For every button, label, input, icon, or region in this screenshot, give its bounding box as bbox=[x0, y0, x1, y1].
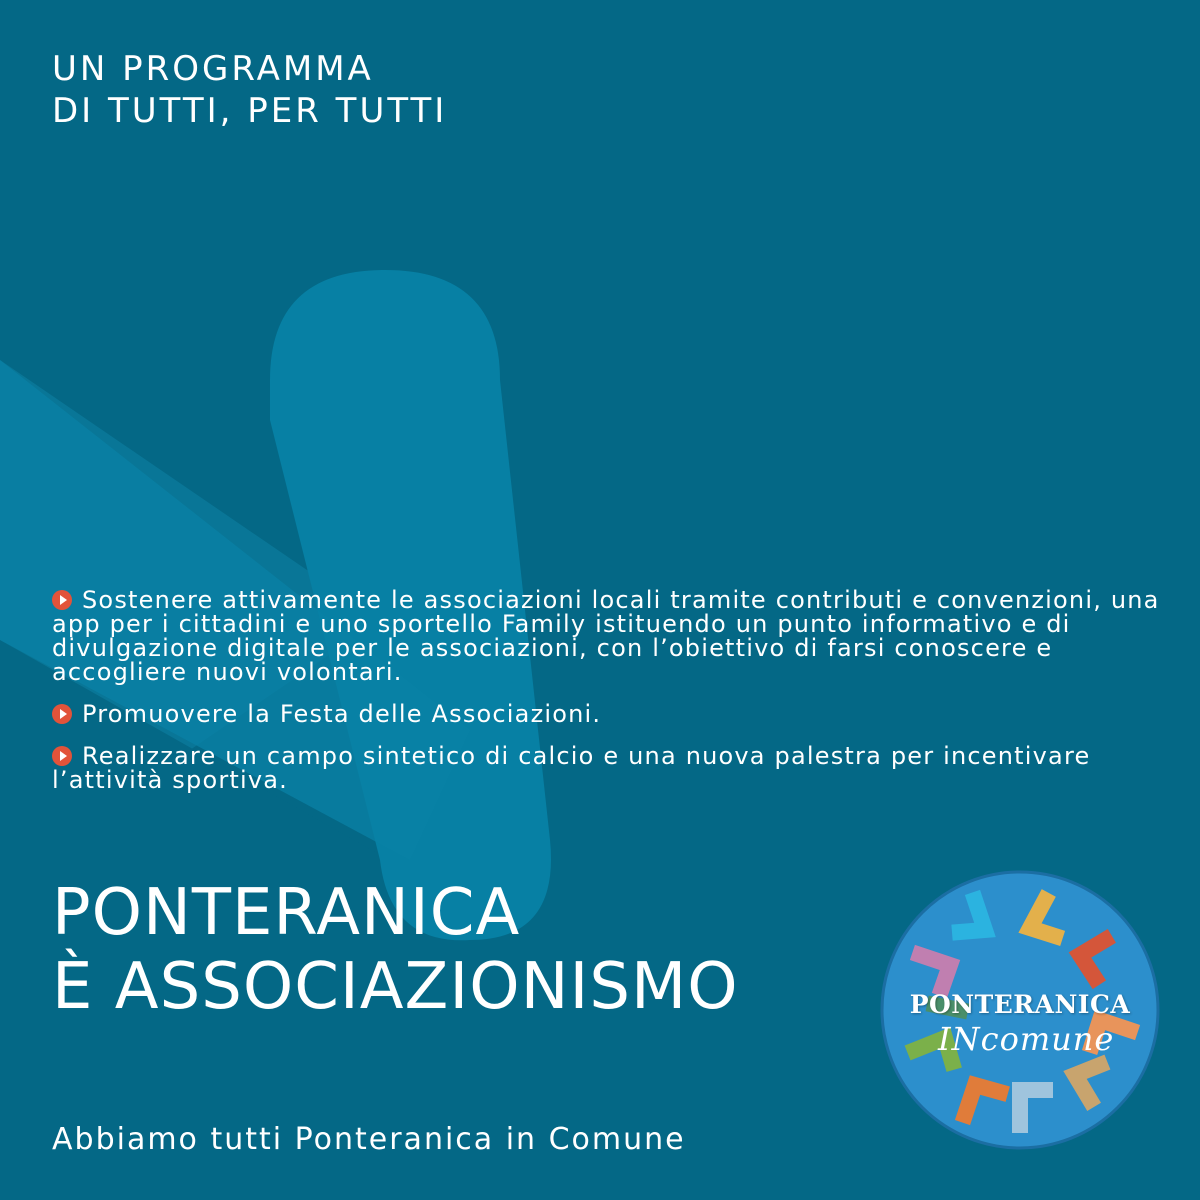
tagline bbox=[52, 48, 447, 132]
ponteranica-incomune-logo bbox=[880, 870, 1160, 1150]
logo-subtitle: INcomune bbox=[938, 1020, 1115, 1058]
bullet-item-associations bbox=[52, 588, 1162, 684]
headline-line-1: PONTERANICA bbox=[52, 876, 521, 950]
tagline-line-1: UN PROGRAMMA bbox=[52, 49, 374, 89]
play-arrow-icon bbox=[52, 746, 72, 766]
bullet-text: Realizzare un campo sintetico di calcio e una nuova palestra per incentivare l’attività sportiva. bbox=[52, 742, 1091, 794]
play-arrow-icon bbox=[52, 590, 72, 610]
logo-title: PONTERANICA bbox=[909, 990, 1131, 1019]
bullet-text: Sostenere attivamente le associazioni locali tramite contributi e convenzioni, una app per i cittadini e uno sportello Family istituendo un punto informativo e di divulgazione digitale per le associazioni, con l’obiettivo di farsi conoscere e accogliere nuovi volontari. bbox=[52, 586, 1160, 686]
bullet-text: Promuovere la Festa delle Associazioni. bbox=[82, 700, 602, 728]
footer-slogan: Abbiamo tutti Ponteranica in Comune bbox=[52, 1122, 686, 1157]
tagline-line-2: DI TUTTI, PER TUTTI bbox=[52, 91, 448, 131]
bullet-item-festival bbox=[52, 702, 1162, 726]
headline bbox=[52, 876, 739, 1024]
play-arrow-icon bbox=[52, 704, 72, 724]
program-bullet-list bbox=[52, 588, 1162, 810]
headline-line-2: È ASSOCIAZIONISMO bbox=[52, 950, 739, 1024]
bullet-item-sports bbox=[52, 744, 1162, 792]
